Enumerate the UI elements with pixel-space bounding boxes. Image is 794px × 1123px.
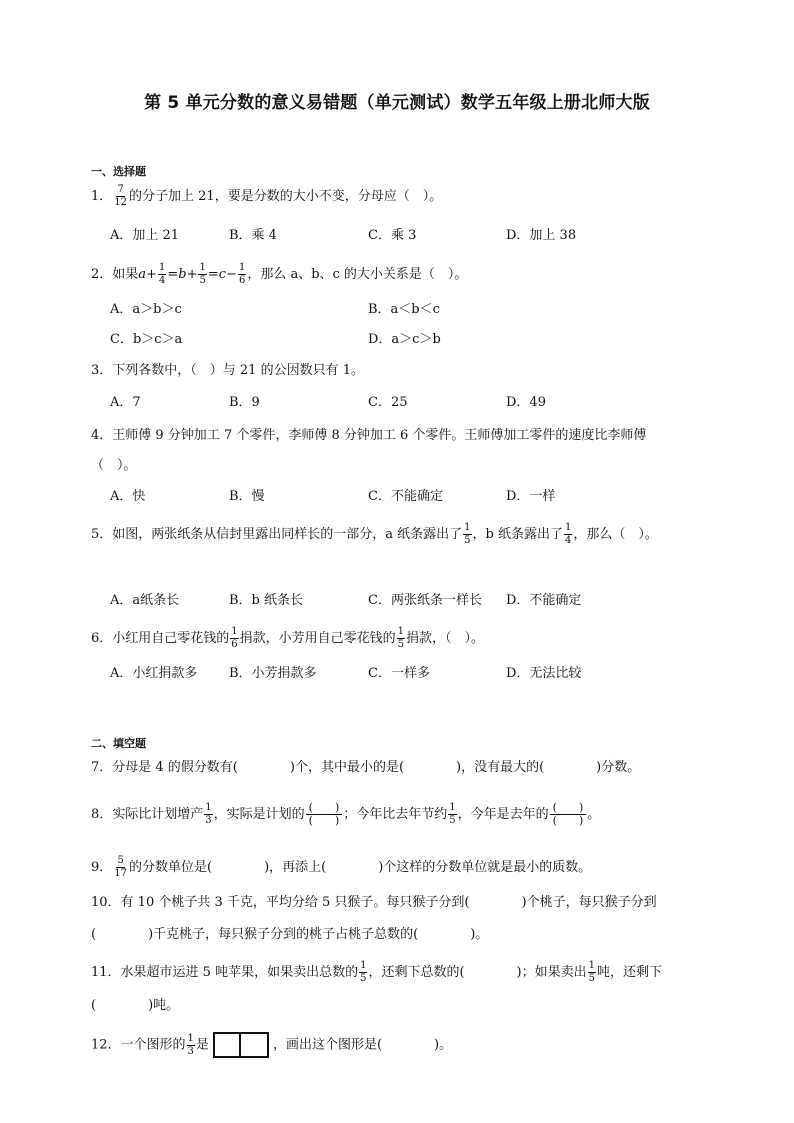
page-title: 第 5 单元分数的意义易错题（单元测试）数学五年级上册北师大版 [144,93,650,113]
question-11-line-2: ( )吨。 [91,998,180,1013]
fraction: $\frac{1}{4}$ [158,262,166,286]
option-d: D．49 [506,395,546,410]
option-b: B．a＜b＜c [368,302,440,317]
question-9: 9． $\frac{5}{17}$ 的分数单位是( )，再添上( )个这样的分数单位就是最小的质数。 [91,855,592,879]
fraction: $\frac{1}{5}$ [464,522,471,546]
fraction: $\frac{7}{12}$ [114,184,128,208]
option-a: A．a纸条长 [110,593,180,608]
question-4-line-2: （ ）。 [91,458,137,473]
fraction: $\frac{1}{5}$ [449,802,456,826]
option-d: D．一样 [506,489,556,504]
fraction: $\frac{1}{3}$ [205,802,212,826]
option-a: A．7 [110,395,141,410]
answer-blank-fraction[interactable]: $\frac{( )}{( )}$ [550,802,587,827]
section-heading-fill: 二、填空题 [91,737,146,750]
fraction: $\frac{5}{17}$ [114,855,128,879]
question-text: 的分子加上 21，要是分数的大小不变，分母应（ ）。 [129,189,443,204]
question-7: 7．分母是 4 的假分数有( )个，其中最小的是( )，没有最大的( )分数。 [91,760,641,775]
section-heading-choice: 一、选择题 [91,165,146,178]
option-c: C．不能确定 [368,489,443,504]
question-1 [91,184,442,209]
option-a: A．小红捐款多 [110,666,198,681]
option-a: A．快 [110,489,146,504]
fraction: $\frac{1}{6}$ [238,262,246,286]
option-c: C．b＞c＞a [110,332,183,347]
fraction: $\frac{1}{3}$ [187,1032,194,1057]
option-d: D．无法比较 [506,666,582,681]
option-c: C．一样多 [368,666,430,681]
question-11: 11．水果超市运进 5 吨苹果，如果卖出总数的 $\frac{1}{5}$ ，还剩下总数的( )；如果卖出 $\frac{1}{5}$ 吨，还剩下 [91,960,662,984]
option-d: D．不能确定 [506,593,582,608]
question-8: 8．实际比计划增产 $\frac{1}{3}$ ，实际是计划的 $\frac{( )}{( )}$ ；今年比去年节约 $\frac{1}{5}$ ，今年是去年的 $\frac{( )}{( )}$ 。 [91,801,601,827]
fraction: $\frac{1}{6}$ [231,626,238,650]
option-c: C．乘 3 [368,228,417,243]
option-d: D．加上 38 [506,228,577,243]
option-d: D．a＞c＞b [368,332,441,347]
option-c: C．25 [368,395,408,410]
question-number: 1． [91,189,113,204]
question-2: 2．如果a+ $\frac{1}{4}$ =b+ $\frac{1}{5}$ =c− $\frac{1}{6}$ ，那么 a、b、c 的大小关系是（ ）。 [91,262,468,286]
question-10-line-1: 10．有 10 个桃子共 3 千克，平均分给 5 只猴子。每只猴子分到( )个桃子，每只猴子分到 [91,895,657,910]
question-6: 6．小红用自己零花钱的 $\frac{1}{6}$ 捐款，小芳用自己零花钱的 $\frac{1}{5}$ 捐款，（ ）。 [91,626,485,650]
fraction: $\frac{1}{5}$ [199,262,206,286]
fraction: $\frac{1}{4}$ [565,522,572,546]
option-b: B．小芳捐款多 [229,666,317,681]
option-c: C．两张纸条一样长 [368,593,482,608]
option-b: B．9 [229,395,260,410]
option-b: B．慢 [229,489,265,504]
question-3: 3．下列各数中，（ ）与 21 的公因数只有 1。 [91,363,364,378]
option-a: A．加上 21 [110,228,180,243]
fraction: $\frac{1}{5}$ [397,626,405,650]
question-5: 5．如图，两张纸条从信封里露出同样长的一部分，a 纸条露出了 $\frac{1}{5}$ ，b 纸条露出了 $\frac{1}{4}$ ，那么（ ）。 [91,522,658,546]
two-square-figure [213,1032,269,1058]
question-10-line-2: ( )千克桃子，每只猴子分到的桃子占桃子总数的( )。 [91,927,489,942]
option-a: A．a＞b＞c [110,302,182,317]
question-12: 12．一个图形的 $\frac{1}{3}$ 是 ，画出这个图形是( )。 [91,1032,453,1057]
option-b: B．b 纸条长 [229,593,304,608]
fraction: $\frac{1}{5}$ [360,960,367,984]
answer-blank-fraction[interactable]: $\frac{( )}{( )}$ [306,802,343,827]
fraction: $\frac{1}{5}$ [588,960,595,984]
question-4-line-1: 4．王师傅 9 分钟加工 7 个零件，李师傅 8 分钟加工 6 个零件。王师傅加工零件的速度比李师傅 [91,428,647,443]
option-b: B．乘 4 [229,228,277,243]
